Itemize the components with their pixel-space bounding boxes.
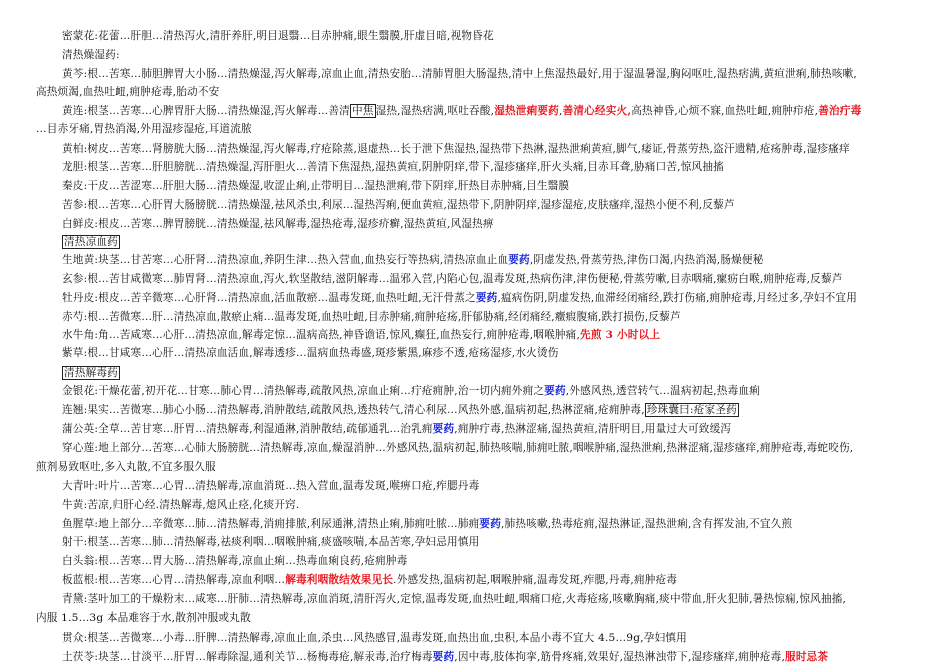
text-line (62, 367, 120, 380)
text-run: 龙胆:根茎…苦寒…肝胆膀胱…清热燥湿,泻肝胆火…善清下焦湿热,湿热黄疸,阴肿阴痒,带下,湿疹瘙痒,肝火头痛,目赤耳聋,胁痛口苦,惊风抽搐 (62, 161, 724, 173)
text-line (62, 292, 857, 305)
text-line (62, 518, 792, 531)
text-run: 黄连:根茎…苦寒…心脾胃肝大肠…清热燥湿,泻火解毒…善清 (62, 105, 350, 117)
text-line (62, 273, 843, 286)
text-line (62, 311, 681, 324)
highlight-red: 先煎 3 小时以上 (580, 329, 661, 341)
text-line (62, 30, 494, 43)
text-line (62, 423, 731, 436)
text-run: 牛黄:苦凉,归肝心经.清热解毒,熄风止痉,化痰开窍. (62, 499, 300, 511)
text-run: 高热神昏,心烦不寐,血热吐衄,痈肿疖疮, (631, 105, 819, 117)
text-line (62, 555, 408, 568)
text-run: 连翘:果实…苦微寒…肺心小肠…清热解毒,消肿散结,疏散风热,透热转气,清心利尿…风热外感,温病初起,热淋涩痛,疮痈肿毒, (62, 404, 645, 416)
highlight-blue: 要药 (479, 518, 501, 530)
boxed-text: 清热解毒药 (64, 367, 118, 379)
text-run: 内服 1.5…3g 本品难容于水,散剂冲服或丸散 (36, 612, 251, 624)
text-run: ,肺热咳嗽,热毒疮痈,湿热淋证,湿热泄痢,含有挥发油,不宜久煎 (501, 518, 793, 530)
text-run: 湿热,湿热痞满,呕吐吞酸, (375, 105, 495, 117)
text-run: 白鲜皮:根皮…苦寒…脾胃膀胱…清热燥湿,祛风解毒,湿热疮毒,湿疹疥癣,湿热黄疸,风湿热痹 (62, 218, 494, 230)
highlight-red: 善清心经实火, (562, 105, 632, 117)
text-run: 射干:根茎…苦寒…肺…清热解毒,祛痰利咽…咽喉肿痛,痰盛咳喘,本品苦寒,孕妇忌用慎用 (62, 536, 480, 548)
text-run: 煎剂易致呕吐,多入丸散,不宜多服久服 (36, 461, 216, 473)
boxed-text: 清热凉血药 (64, 236, 118, 248)
highlight-blue: 要药 (508, 254, 530, 266)
text-run: 赤芍:根…苦微寒…肝…清热凉血,散瘀止痛…温毒发斑,血热吐衄,目赤肿痛,痈肿疮疡,肝郁胁痛,经闭痛经,癥瘕腹痛,跌打损伤,反藜芦 (62, 311, 681, 323)
text-line (62, 347, 559, 360)
highlight-red: 服时忌茶 (785, 651, 829, 663)
text-run: 黄芩:根…苦寒…肺胆脾胃大小肠…清热燥湿,泻火解毒,凉血止血,清热安胎…清肺胃胆大肠湿热,清中上焦湿热最好,用于湿温暑湿,胸闷呕吐,湿热痞满,黄疸泄痢,肺热咳嗽, (62, 68, 857, 80)
text-run: ,瘟病伤阴,阴虚发热,血滞经闭痛经,跌打伤痛,痈肿疮毒,月经过多,孕妇不宜用 (497, 292, 858, 304)
text-line (62, 68, 857, 81)
text-line (62, 574, 677, 587)
text-line (62, 143, 850, 156)
text-run: 青黛:茎叶加工的干燥粉末…咸寒…肝肺…清热解毒,凉血消斑,清肝泻火,定惊,温毒发斑,血热吐衄,咽痛口疮,火毒疮疡,咳嗽胸痛,痰中带血,肝火犯肺,暑热惊痫,惊风抽搐, (62, 593, 847, 605)
text-line (36, 123, 252, 136)
text-line (62, 329, 660, 342)
text-run: 穿心莲:地上部分…苦寒…心肺大肠膀胱…清热解毒,凉血,燥湿消肿…外感风热,温病初起,肺热咳喘,肺痈吐脓,咽喉肿痛,湿热泄痢,热淋涩痛,湿疹瘙痒,痈肿疮毒,毒蛇咬伤, (62, 442, 854, 454)
text-run: 大青叶:叶片…苦寒…心胃…清热解毒,凉血消斑…热入营血,温毒发斑,喉痹口疮,痄腮丹毒 (62, 480, 480, 492)
text-line (62, 404, 739, 417)
text-run: .外感发热,温病初起,咽喉肿痛,温毒发斑,痄腮,丹毒,痈肿疮毒 (393, 574, 678, 586)
text-run: 高热烦渴,血热吐衄,痈肿疮毒,胎动不安 (36, 86, 220, 98)
text-line (62, 180, 569, 193)
text-run: 贯众:根茎…苦微寒…小毒…肝脾…清热解毒,凉血止血,杀虫…风热感冒,温毒发斑,血热出血,虫积,本品小毒不宜大 4.5…9g,孕妇慎用 (62, 632, 687, 644)
text-line (62, 105, 861, 118)
text-run: 玄参:根…苦甘咸微寒…肺胃肾…清热凉血,泻火,软坚散结,滋阴解毒…温邪入营,内陷心包,温毒发斑,热病伤津,津伤便秘,骨蒸劳嗽,目赤咽痛,瘰疬白喉,痈肿疮毒,反藜芦 (62, 273, 843, 285)
text-run: 白头翁:根…苦寒…胃大肠…清热解毒,凉血止痢…热毒血痢良药,疮痈肿毒 (62, 555, 408, 567)
text-run: 板蓝根:根…苦寒…心胃…清热解毒,凉血利咽… (62, 574, 286, 586)
text-run: 紫草:根…甘咸寒…心肝…清热凉血活血,解毒透疹…温病血热毒盛,斑疹紫黑,麻疹不透,疮疡湿疹,水火烫伤 (62, 347, 559, 359)
text-run: , (558, 105, 563, 117)
text-run: …目赤牙痛,胃热消渴,外用湿疹湿疮,耳道流脓 (36, 123, 252, 135)
text-line (62, 442, 853, 455)
text-line (62, 632, 687, 645)
text-run: 清热燥湿药: (62, 49, 120, 61)
text-line (36, 86, 219, 99)
text-run: ,外感风热,透营转气…温病初起,热毒血痢 (565, 385, 760, 397)
highlight-blue: 要药 (475, 292, 498, 304)
highlight-red: 善治疔毒 (818, 105, 862, 117)
text-run: 鱼腥草:地上部分…辛微寒…肺…清热解毒,消痈排脓,利尿通淋,清热止痢,肺痈吐脓…肺痈 (62, 518, 480, 530)
text-line (62, 199, 735, 212)
text-run: ,阴虚发热,骨蒸劳热,津伤口渴,内热消渴,肠燥便秘 (529, 254, 764, 266)
text-run: 水牛角:角…苦咸寒…心肝…清热凉血,解毒定惊…温病高热,神昏谵语,惊风,癫狂,血热妄行,痈肿疮毒,咽喉肿痛, (62, 329, 581, 341)
text-run: 苦参:根…苦寒…心肝胃大肠膀胱…清热燥湿,祛风杀虫,利尿…湿热泻痢,便血黄疸,湿热带下,阴肿阴痒,湿疹湿疮,皮肤瘙痒,湿热小便不利,反藜芦 (62, 199, 735, 211)
text-run: 蒲公英:全草…苦甘寒…肝胃…清热解毒,利湿通淋,消肿散结,疏郁通乳…治乳痈 (62, 423, 433, 435)
text-line (36, 461, 216, 474)
text-run: 生地黄:块茎…甘苦寒…心肝肾…清热凉血,养阴生津…热入营血,血热妄行等热病,清热凉血止血 (62, 254, 509, 266)
text-line (62, 236, 120, 249)
text-run: 牡丹皮:根皮…苦辛微寒…心肝肾…清热凉血,活血散瘀…温毒发斑,血热吐衄,无汗骨蒸之 (62, 292, 476, 304)
text-line (62, 218, 494, 231)
boxed-text: 珍珠囊曰:疮家圣药 (646, 404, 737, 416)
text-run: 土茯苓:块茎…甘淡平…肝胃…解毒除湿,通利关节…杨梅毒疮,解汞毒,治疗梅毒 (62, 651, 433, 663)
text-line (62, 49, 120, 62)
highlight-blue: 要药 (544, 385, 566, 397)
text-run: ,痈肿疔毒,热淋涩痛,湿热黄疸,清肝明目,用量过大可致缓泻 (454, 423, 732, 435)
text-line (62, 161, 724, 174)
boxed-text: 中焦 (351, 105, 374, 117)
text-line (36, 612, 251, 625)
text-line (62, 480, 479, 493)
text-line (62, 254, 764, 267)
text-line (62, 499, 299, 512)
highlight-blue: 要药 (432, 651, 455, 663)
text-run: 密蒙花:花蕾…肝胆…清热泻火,清肝养肝,明目退翳…目赤肿痛,眼生翳膜,肝虚目暗,视物昏花 (62, 30, 494, 42)
highlight-red: 解毒利咽散结效果见长 (285, 574, 394, 586)
text-line (62, 385, 760, 398)
text-line (62, 536, 479, 549)
highlight-red: 湿热泄痢要药 (494, 105, 559, 117)
text-run: 黄柏:树皮…苦寒…肾膀胱大肠…清热燥湿,泻火解毒,疗疮除蒸,退虚热…长于泄下焦湿热,湿热带下热淋,湿热泄痢黄疸,脚气,痿证,骨蒸劳热,盗汗遗精,疮疡肿毒,湿疹瘙痒 (62, 143, 850, 155)
text-line (62, 593, 846, 606)
text-run: ,因中毒,肢体拘挛,筋骨疼痛,效果好,湿热淋浊带下,湿疹瘙痒,痈肿疮毒, (454, 651, 786, 663)
text-run: 金银花:干燥花蕾,初开花…甘寒…肺心胃…清热解毒,疏散风热,凉血止痢…疔疮痈肿,治一切内痈外痈之 (62, 385, 545, 397)
text-line (62, 651, 828, 664)
highlight-blue: 要药 (432, 423, 455, 435)
text-run: 秦皮:干皮…苦涩寒…肝胆大肠…清热燥湿,收涩止痢,止带明目…湿热泄痢,带下阴痒,肝热目赤肿痛,目生翳膜 (62, 180, 570, 192)
